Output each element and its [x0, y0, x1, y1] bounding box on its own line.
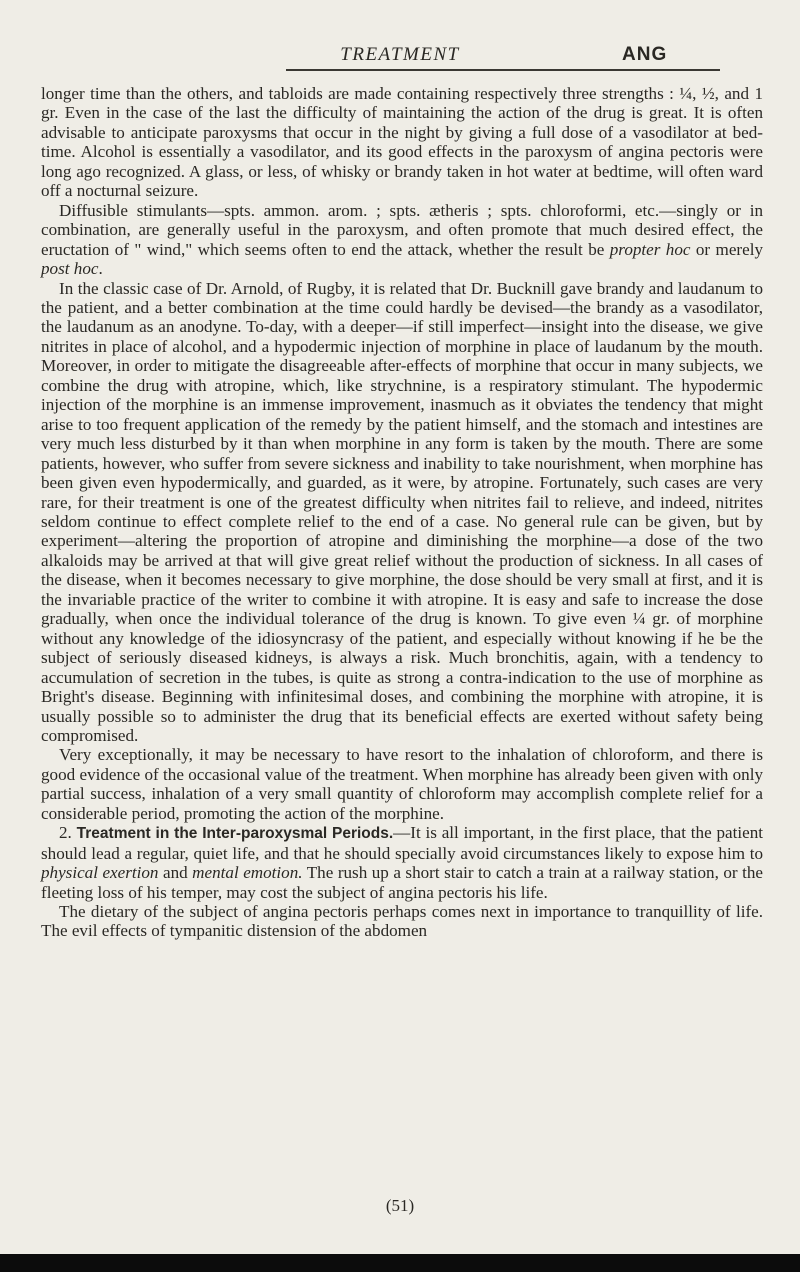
paragraph: The dietary of the subject of angina pectoris perhaps comes next in importance to tranquillity of life. The evil effects of tympanitic distension of the abdomen	[41, 902, 763, 941]
running-head: TREATMENT	[340, 44, 460, 65]
paragraph: longer time than the others, and tabloids are made containing respectively three strengths : ¼, ½, and 1 gr. Even in the case of the last the difficulty of maintaining the action of the drug is great. It is often advisable to anticipate paroxysms that occur in the night by giving a full dose of a vasodilator at bed-time. Alcohol is essentially a vasodilator, and its good effects in the paroxysm of angina pectoris were long ago recognized. A glass, or less, of whisky or brandy taken in hot water at bedtime, will often ward off a nocturnal seizure.	[41, 84, 763, 201]
header-rule	[286, 69, 720, 71]
emphasis: post hoc	[41, 259, 99, 279]
section-2-paragraph	[41, 823, 763, 902]
paragraph: In the classic case of Dr. Arnold, of Rugby, it is related that Dr. Bucknill gave brandy and laudanum to the patient, and a better combination at the time could hardly be devised—the brandy as a vasodilator, the laudanum as an anodyne. To-day, with a deeper—if still imperfect—insight into the disease, we give nitrites in place of alcohol, and a hypodermic injection of morphine in place of laudanum by the mouth. Moreover, in order to mitigate the disagreeable after-effects of morphine that occur in many subjects, we combine the drug with atropine, which, like strychnine, is a respiratory stimulant. The hypodermic injection of the morphine is an immense improvement, inasmuch as it obviates the tendency that might arise to too frequent application of the remedy by the patient himself, and the stomach and intestines are very much less disturbed by it than when morphine in any form is taken by the mouth. There are some patients, however, who suffer from severe sickness and inability to take nourishment, when morphine has been given even hypodermically, and guarded, as it were, by atropine. Fortunately, such cases are very rare, for their treatment is one of the greatest difficulty when nitrites fail to relieve, and indeed, nitrites seldom continue to effect complete relief to the end of a case. No general rule can be given, but by experiment—altering the proportion of atropine and diminishing the morphine—a dose of the two alkaloids may be arrived at that will give great relief without the production of sickness. In all cases of the disease, when it becomes necessary to give morphine, the dose should be very small at first, and it is the invariable practice of the writer to combine it with atropine. It is easy and safe to increase the dose gradually, when once the individual tolerance of the drug is known. To give even ¼ gr. of morphine without any knowledge of the idiosyncrasy of the patient, and especially without knowing if he be the subject of seriously diseased kidneys, is always a risk. Much bronchitis, again, with a tendency to accumulation of secretion in the tubes, is quite as strong a contra-indication to the use of morphine as Bright's disease. Beginning with infinitesimal doses, and combining the morphine with atropine, it is usually possible so to administer the drug that its beneficial effects are exerted without safety being compromised.	[41, 278, 763, 745]
emphasis: propter hoc	[609, 239, 691, 259]
emphasis: physical exertion	[41, 863, 159, 883]
section-text: —It is all important, in the first place, that the patient should lead a regular, quiet life, and that he should specially avoid circumstances likely to expose him to	[41, 823, 763, 863]
paragraph: Very exceptionally, it may be necessary to have resort to the inhalation of chloroform, and there is good evidence of the occasional value of the treatment. When morphine has already been given with only partial success, inhalation of a very small quantity of chloroform may accomplish complete relief for a considerable period, promoting the action of the morphine.	[41, 745, 763, 823]
section-text: The rush up a short stair to catch a train at a railway station, or the fleeting loss of his temper, may cost the subject of angina pectoris his life.	[41, 863, 763, 902]
section-tag: ANG	[622, 44, 668, 65]
paragraph: Diffusible stimulants—spts. ammon. arom. ; spts. ætheris ; spts. chloroformi, etc.—singly or in combination, are generally useful in the paroxysm, and often promote that much desired effect, the eructation of " wind," which seems often to end the attack, whether the result be propter hoc or merely post hoc.	[41, 200, 763, 279]
section-heading: Treatment in the Inter-paroxysmal Periods.	[76, 825, 394, 843]
section-text: and	[158, 863, 193, 883]
body-text	[41, 84, 763, 941]
page-header	[0, 44, 800, 84]
page-edge	[0, 1254, 800, 1272]
emphasis: mental emotion.	[192, 863, 303, 883]
section-number: 2.	[59, 823, 72, 843]
page-number: (51)	[385, 1196, 415, 1215]
